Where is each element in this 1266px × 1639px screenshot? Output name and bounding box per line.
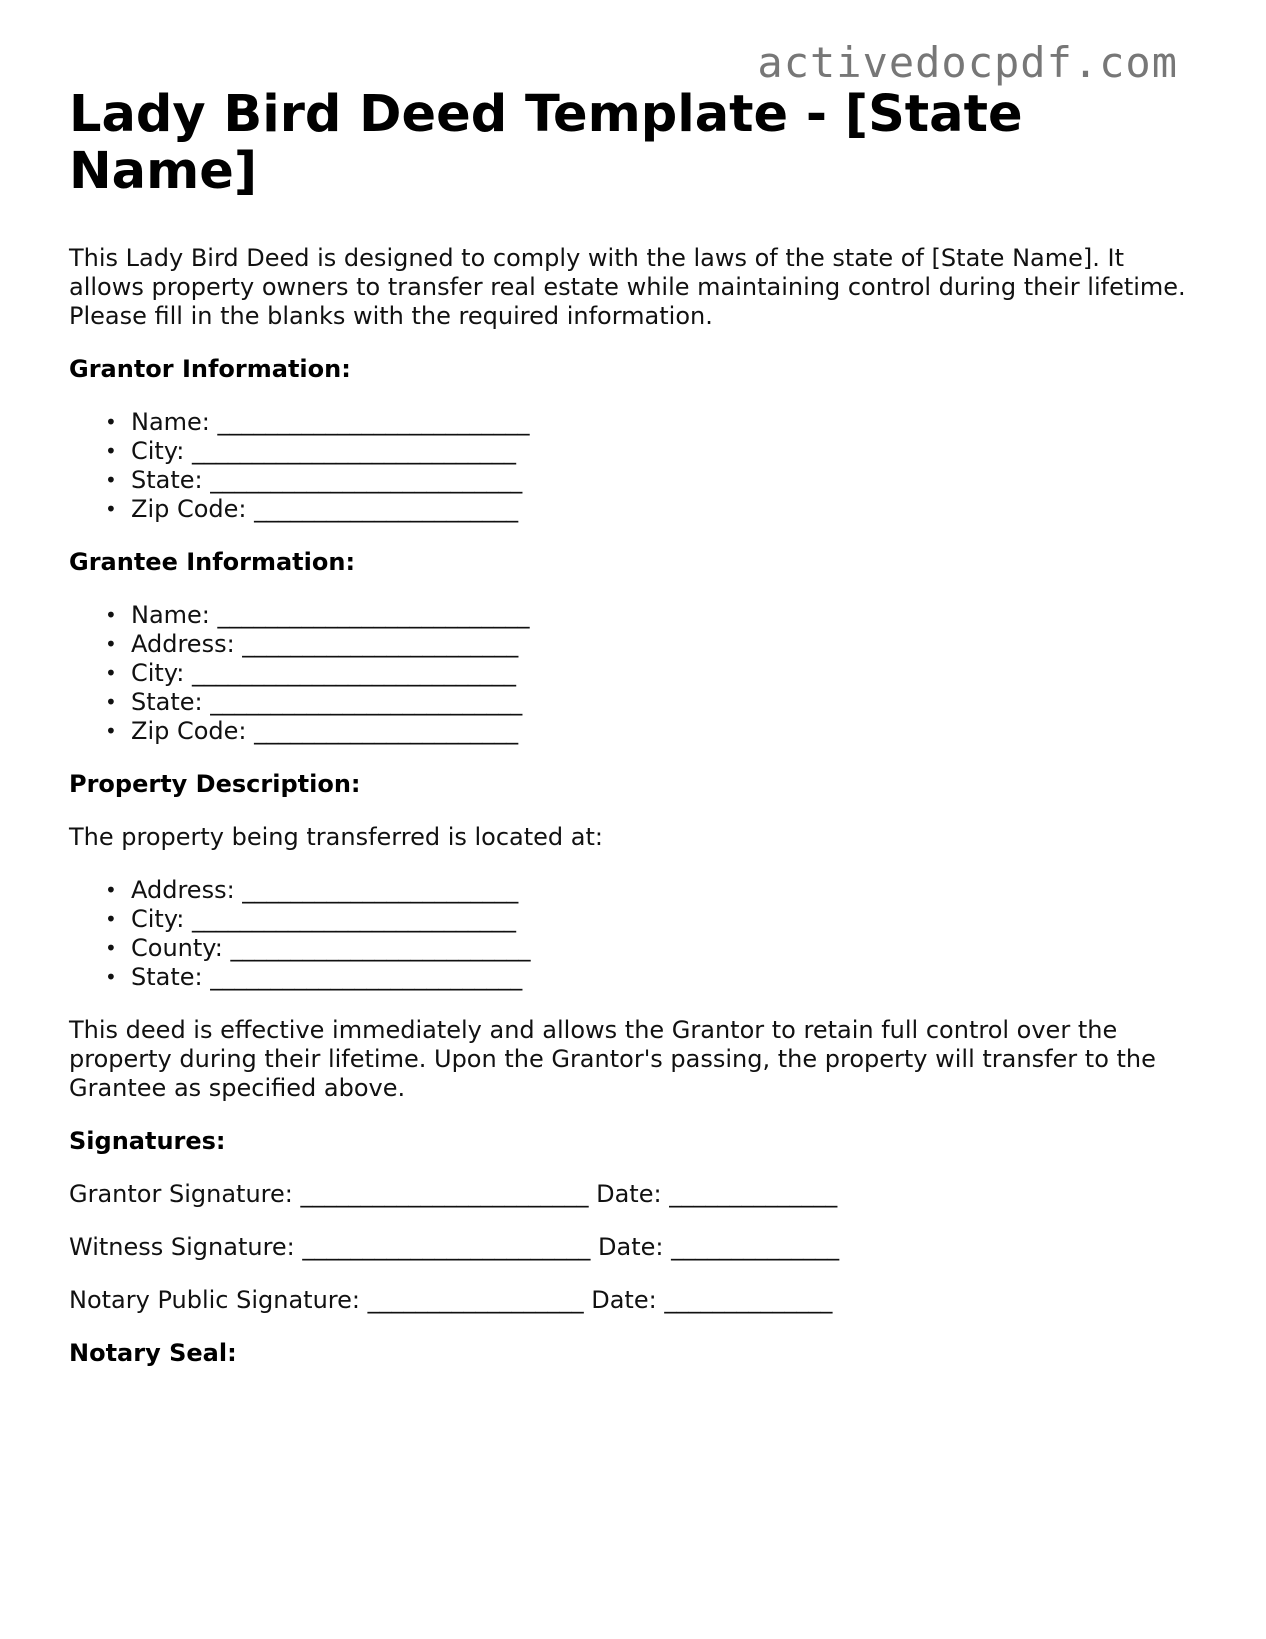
- date-blank[interactable]: ______________: [669, 1180, 838, 1208]
- field-label: State:: [131, 963, 211, 991]
- blank-line[interactable]: _______________________: [242, 876, 519, 904]
- field-label: City:: [131, 905, 193, 933]
- grantee-heading: Grantee Information:: [69, 548, 356, 576]
- field-label: City:: [131, 437, 193, 465]
- field-label: Zip Code:: [131, 717, 255, 745]
- bullet-icon: •: [105, 690, 117, 714]
- grantor-signature-line: [69, 1180, 1189, 1209]
- blank-line[interactable]: __________________________: [210, 466, 523, 494]
- grantee-zip-field[interactable]: [105, 717, 1189, 746]
- date-label: Date:: [588, 1180, 670, 1208]
- grantor-zip-field[interactable]: [105, 495, 1189, 524]
- bullet-icon: •: [105, 632, 117, 656]
- bullet-icon: •: [105, 410, 117, 434]
- property-county-field[interactable]: [105, 934, 1189, 963]
- date-blank[interactable]: ______________: [664, 1286, 833, 1314]
- watermark: activedocpdf.com: [757, 38, 1178, 87]
- property-heading: Property Description:: [69, 770, 361, 798]
- date-blank[interactable]: ______________: [671, 1233, 840, 1261]
- field-label: Zip Code:: [131, 495, 255, 523]
- grantor-city-field[interactable]: [105, 437, 1189, 466]
- date-label: Date:: [583, 1286, 665, 1314]
- field-label: County:: [131, 934, 231, 962]
- grantee-address-field[interactable]: [105, 630, 1189, 659]
- grantee-name-field[interactable]: [105, 601, 1189, 630]
- field-label: State:: [131, 688, 211, 716]
- signature-blank[interactable]: ________________________: [300, 1180, 589, 1208]
- bullet-icon: •: [105, 878, 117, 902]
- signature-label: Witness Signature:: [69, 1233, 303, 1261]
- field-label: Name:: [131, 408, 218, 436]
- property-city-field[interactable]: [105, 905, 1189, 934]
- bullet-icon: •: [105, 439, 117, 463]
- bullet-icon: •: [105, 719, 117, 743]
- blank-line[interactable]: ___________________________: [192, 437, 517, 465]
- bullet-icon: •: [105, 936, 117, 960]
- grantor-fields: [69, 408, 1189, 524]
- date-label: Date:: [590, 1233, 672, 1261]
- property-state-field[interactable]: [105, 963, 1189, 992]
- grantee-city-field[interactable]: [105, 659, 1189, 688]
- blank-line[interactable]: __________________________: [210, 688, 523, 716]
- blank-line[interactable]: _________________________: [230, 934, 531, 962]
- effect-paragraph: This deed is effective immediately and allows the Grantor to retain full control over the property during their lifetime. Upon the Grantor's passing, the property will transfer to the Grantee as specified above.: [69, 1016, 1156, 1102]
- blank-line[interactable]: _______________________: [242, 630, 519, 658]
- field-label: Address:: [131, 876, 243, 904]
- field-label: Address:: [131, 630, 243, 658]
- blank-line[interactable]: __________________________: [210, 963, 523, 991]
- signature-label: Notary Public Signature:: [69, 1286, 368, 1314]
- grantor-heading: Grantor Information:: [69, 355, 351, 383]
- blank-line[interactable]: ______________________: [254, 717, 519, 745]
- signatures-heading: Signatures:: [69, 1127, 226, 1155]
- property-fields: [69, 876, 1189, 992]
- property-intro: The property being transferred is located at:: [69, 823, 603, 851]
- bullet-icon: •: [105, 497, 117, 521]
- blank-line[interactable]: ___________________________: [192, 659, 517, 687]
- property-address-field[interactable]: [105, 876, 1189, 905]
- document-title: Lady Bird Deed Template - [State Name]: [69, 85, 1023, 201]
- notary-signature-line: [69, 1286, 1189, 1315]
- signature-blank[interactable]: __________________: [367, 1286, 584, 1314]
- bullet-icon: •: [105, 965, 117, 989]
- bullet-icon: •: [105, 468, 117, 492]
- bullet-icon: •: [105, 907, 117, 931]
- bullet-icon: •: [105, 661, 117, 685]
- blank-line[interactable]: __________________________: [217, 408, 530, 436]
- grantor-name-field[interactable]: [105, 408, 1189, 437]
- witness-signature-line: [69, 1233, 1189, 1262]
- grantor-state-field[interactable]: [105, 466, 1189, 495]
- field-label: State:: [131, 466, 211, 494]
- intro-paragraph: This Lady Bird Deed is designed to comply with the laws of the state of [State Name]. It allows property owners to transfer real estate while maintaining control during their lifetime. Please fill in the blanks with the required information.: [69, 244, 1186, 330]
- blank-line[interactable]: ______________________: [254, 495, 519, 523]
- grantee-fields: [69, 601, 1189, 746]
- bullet-icon: •: [105, 603, 117, 627]
- field-label: Name:: [131, 601, 218, 629]
- field-label: City:: [131, 659, 193, 687]
- notary-seal-heading: Notary Seal:: [69, 1339, 237, 1367]
- blank-line[interactable]: __________________________: [217, 601, 530, 629]
- signature-blank[interactable]: ________________________: [302, 1233, 591, 1261]
- grantee-state-field[interactable]: [105, 688, 1189, 717]
- signature-label: Grantor Signature:: [69, 1180, 301, 1208]
- document-body: [69, 86, 1189, 1392]
- blank-line[interactable]: ___________________________: [192, 905, 517, 933]
